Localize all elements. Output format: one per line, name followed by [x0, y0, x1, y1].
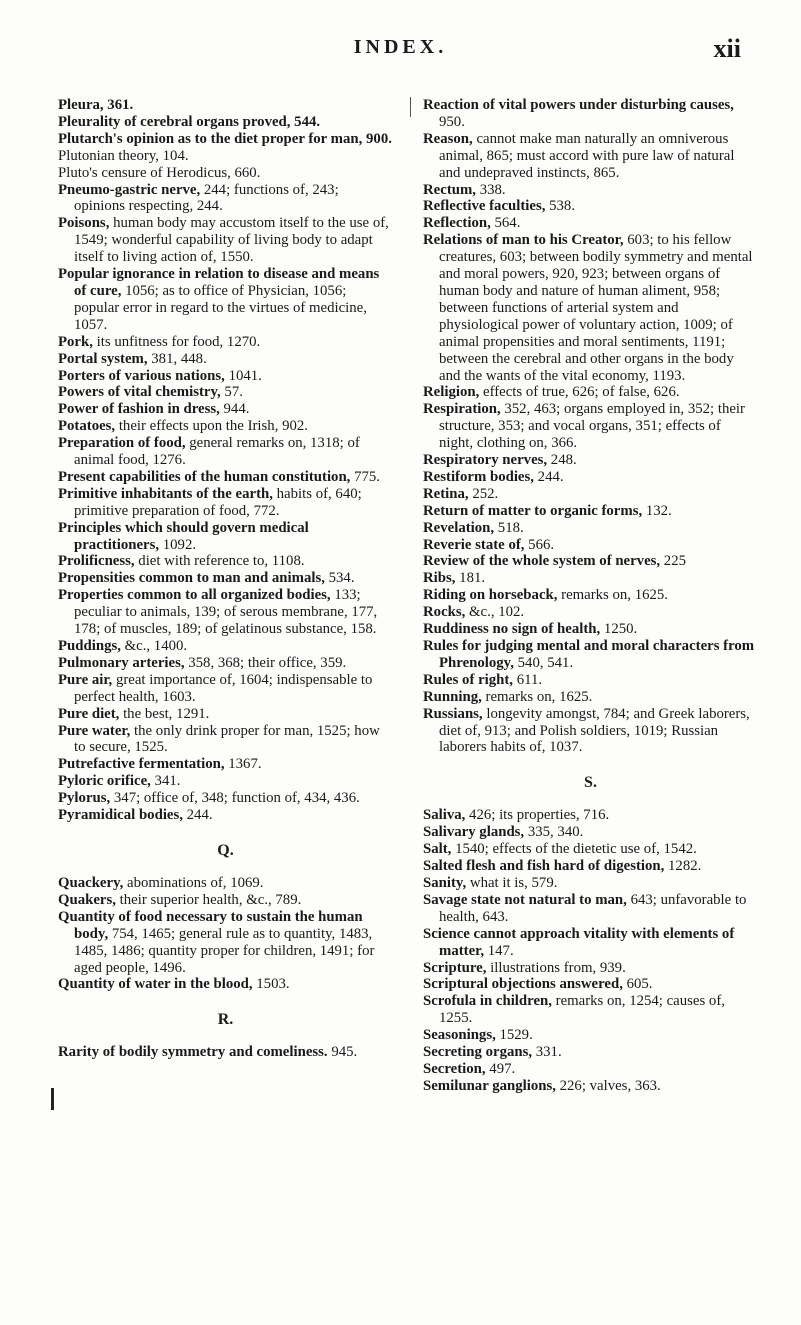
entry-heading: Quantity of food necessary to sustain the human body, — [58, 908, 363, 942]
index-entry — [58, 418, 393, 435]
index-entry — [423, 875, 758, 892]
margin-mark — [51, 1088, 54, 1110]
entry-heading: Religion, — [423, 384, 480, 401]
entry-references: 331. — [532, 1044, 562, 1061]
index-entry — [423, 537, 758, 554]
entry-references: 1250. — [600, 621, 638, 638]
index-entry — [423, 469, 758, 486]
index-entry — [58, 807, 393, 824]
index-entry — [423, 892, 758, 926]
index-entry — [58, 1044, 393, 1061]
entry-heading: Scriptural objections answered, — [423, 976, 623, 993]
entry-references: the only drink proper for man, 1525; how to secure, 1525. — [74, 722, 380, 756]
entry-references: 603; to his fellow creatures, 603; between bodily symmetry and mental and moral powers, 920, 923; between organs of human body and nature of human aliment, 958; between functions of arterial system and physiological power of voluntary action, 1009; of animal propensities and moral sentiments, 1191; between the cerebral and other organs in the body and the wants of the vital economy, 1193. — [439, 232, 753, 384]
entry-references: 1282. — [664, 858, 702, 875]
entry-references: 226; valves, 363. — [555, 1077, 661, 1094]
index-entry — [423, 638, 758, 672]
index-entry — [423, 570, 758, 587]
entry-references: 1056; as to office of Physician, 1056; popular error in regard to the virtues of medicine, 1057. — [74, 282, 367, 333]
page-number: xii — [713, 34, 741, 63]
entry-references: the best, 1291. — [119, 705, 210, 722]
entry-references: abominations of, 1069. — [123, 874, 264, 891]
entry-heading: Pure water, — [58, 722, 131, 739]
entry-references: &c., 1400. — [120, 638, 188, 654]
entry-heading: Pure diet, — [58, 705, 120, 722]
index-entry — [58, 773, 393, 790]
entry-heading: Putrefactive fermentation, — [58, 756, 225, 773]
index-entry — [58, 723, 393, 757]
entry-references: 341. — [150, 773, 181, 790]
entry-heading: Quantity of water in the blood, — [58, 976, 253, 993]
entry-heading: Puddings, — [58, 638, 121, 654]
entry-references: 566. — [524, 536, 555, 553]
entry-references: 181. — [455, 570, 486, 587]
index-entry — [58, 486, 393, 520]
index-entry — [423, 452, 758, 469]
index-entry — [423, 604, 758, 621]
entry-heading: Salivary glands, — [423, 824, 525, 841]
entry-references: 1041. — [224, 367, 262, 384]
entry-references: 132. — [642, 502, 672, 519]
entry-heading: Secreting organs, — [423, 1044, 533, 1061]
entry-heading: Restiform bodies, — [423, 468, 534, 485]
entry-heading: Potatoes, — [58, 418, 116, 435]
entry-heading: Reflection, — [423, 215, 491, 232]
entry-references: their superior health, &c., 789. — [115, 891, 302, 908]
entry-references: 538. — [545, 198, 576, 215]
entry-references: 426; its properties, 716. — [465, 807, 610, 824]
entry-heading: Porters of various nations, — [58, 367, 225, 384]
entry-heading: Prolificness, — [58, 553, 135, 570]
entry-references: effects of true, 626; of false, 626. — [479, 384, 680, 401]
entry-references: 605. — [622, 976, 653, 993]
entry-references: 244. — [182, 807, 213, 824]
entry-heading: Properties common to all organized bodies, — [58, 587, 331, 604]
entry-references: 1529. — [495, 1027, 533, 1044]
entry-heading: Quackery, — [58, 874, 124, 891]
index-entry — [423, 1078, 758, 1095]
index-entry — [423, 841, 758, 858]
entry-heading: Riding on horseback, — [423, 587, 558, 604]
index-entry — [58, 384, 393, 401]
entry-heading: Science cannot approach vitality with elements of matter, — [423, 925, 735, 959]
entry-heading: Review of the whole system of nerves, — [423, 553, 661, 570]
index-entry — [58, 790, 393, 807]
index-entry — [58, 587, 393, 638]
entry-heading: Pork, — [58, 333, 93, 350]
index-entry — [423, 182, 758, 199]
index-entry — [58, 148, 393, 165]
index-entry — [58, 469, 393, 486]
entry-references: 564. — [490, 215, 521, 232]
index-entry — [58, 182, 393, 216]
index-entry — [423, 807, 758, 824]
index-entry — [58, 165, 393, 182]
entry-heading: Popular ignorance in relation to disease and means of cure, — [58, 266, 380, 299]
entry-heading: Rocks, — [423, 604, 466, 621]
entry-references: 244; functions of, 243; opinions respecting, 244. — [74, 181, 339, 215]
entry-heading: Retina, — [423, 485, 469, 502]
entry-heading: Pulmonary arteries, — [58, 654, 185, 671]
index-entry — [58, 672, 393, 706]
index-entry — [58, 655, 393, 672]
entry-heading: Saliva, — [423, 807, 466, 824]
entry-heading: Semilunar ganglions, — [423, 1077, 556, 1094]
entry-heading: Pleurality of cerebral organs proved, 544. — [58, 113, 321, 130]
index-entry — [58, 756, 393, 773]
entry-references: 358, 368; their office, 359. — [184, 654, 347, 671]
entry-references: remarks on, 1625. — [481, 688, 593, 705]
index-entry — [423, 960, 758, 977]
entry-heading: Salted flesh and fish hard of digestion, — [423, 858, 665, 875]
entry-references: 950. — [439, 113, 465, 130]
index-entry — [423, 553, 758, 570]
entry-heading: Powers of vital chemistry, — [58, 384, 221, 401]
index-entry — [58, 215, 393, 266]
index-entry — [58, 435, 393, 469]
entry-heading: Rarity of bodily symmetry and comeliness. — [58, 1044, 328, 1061]
entry-references: 225 — [660, 553, 687, 570]
entry-references: &c., 102. — [465, 604, 525, 621]
index-entry — [423, 401, 758, 452]
running-head — [60, 34, 741, 74]
entry-references: 518. — [494, 519, 524, 536]
entry-heading: Pneumo-gastric nerve, — [58, 181, 201, 198]
index-entry — [58, 266, 393, 334]
entry-heading: Ruddiness no sign of health, — [423, 621, 601, 638]
entry-references: habits of, 640; primitive preparation of food, 772. — [74, 485, 362, 519]
entry-heading: Revelation, — [423, 519, 495, 536]
entry-references: 352, 463; organs employed in, 352; their structure, 353; and vocal organs, 351; effects of night, clothing on, 366. — [439, 401, 745, 452]
index-entry — [58, 909, 393, 977]
entry-references: 252. — [468, 485, 499, 502]
index-entry — [423, 97, 758, 131]
entry-heading: Reason, — [423, 130, 473, 147]
index-entry — [58, 892, 393, 909]
right-column — [423, 97, 758, 1095]
entry-heading: Portal system, — [58, 350, 148, 367]
entry-heading: Pylorus, — [58, 790, 111, 807]
entry-heading: Scripture, — [423, 959, 487, 976]
entry-heading: Ribs, — [423, 570, 456, 587]
index-entry — [58, 570, 393, 587]
entry-references: 534. — [324, 570, 355, 587]
entry-heading: Rules of right, — [423, 671, 514, 688]
entry-references: general remarks on, 1318; of animal food, 1276. — [74, 435, 360, 469]
entry-references: longevity amongst, 784; and Greek laborers, diet of, 913; and Polish soldiers, 1019; Russian laborers habits of, 1037. — [439, 705, 750, 756]
entry-heading: Plutonian theory, 104. — [58, 147, 189, 164]
entry-references: its unfitness for food, 1270. — [92, 333, 261, 350]
entry-heading: Sanity, — [423, 874, 467, 891]
entry-heading: Seasonings, — [423, 1027, 496, 1044]
index-entry — [58, 875, 393, 892]
index-entry — [423, 926, 758, 960]
entry-references: cannot make man naturally an omniverous animal, 865; must accord with pure law of natural and undepraved instincts, 865. — [439, 130, 735, 181]
index-entry — [423, 689, 758, 706]
entry-references: 643; unfavorable to health, 643. — [439, 891, 747, 925]
index-entry — [423, 706, 758, 757]
index-entry — [58, 334, 393, 351]
entry-heading: Poisons, — [58, 215, 110, 232]
entry-heading: Reaction of vital powers under disturbing causes, — [423, 97, 734, 113]
index-entry — [423, 976, 758, 993]
entry-references: 611. — [513, 671, 543, 688]
entry-heading: Relations of man to his Creator, — [423, 232, 624, 249]
entry-references: 945. — [327, 1044, 358, 1061]
entry-references: 1367. — [224, 756, 262, 773]
index-entry — [423, 1061, 758, 1078]
entry-references: their effects upon the Irish, 902. — [115, 418, 308, 435]
entry-heading: Respiratory nerves, — [423, 452, 548, 469]
index-entry — [58, 553, 393, 570]
index-entry — [423, 858, 758, 875]
entry-references: 248. — [547, 452, 577, 469]
entry-references: 540, 541. — [513, 654, 574, 671]
entry-heading: Reflective faculties, — [423, 198, 546, 215]
entry-heading: Salt, — [423, 841, 452, 858]
index-entry — [423, 1044, 758, 1061]
index-entry — [423, 503, 758, 520]
section-letter: Q. — [217, 841, 234, 859]
index-entry — [58, 368, 393, 385]
entry-heading: Principles which should govern medical practitioners, — [58, 519, 309, 553]
entry-references: 1540; effects of the dietetic use of, 1542. — [451, 841, 697, 858]
index-entry — [58, 401, 393, 418]
index-entry — [423, 486, 758, 503]
index-entry — [423, 131, 758, 182]
entry-heading: Reverie state of, — [423, 536, 525, 553]
entry-references: 1503. — [252, 976, 290, 993]
index-entry — [423, 993, 758, 1027]
entry-heading: Scrofula in children, — [423, 993, 552, 1010]
entry-references: illustrations from, 939. — [486, 959, 626, 976]
index-entry — [58, 351, 393, 368]
page-title: INDEX. — [353, 36, 448, 58]
entry-heading: Rules for judging mental and moral characters from Phrenology, — [423, 638, 755, 671]
entry-heading: Pyramidical bodies, — [58, 807, 183, 824]
index-entry — [423, 215, 758, 232]
entry-heading: Quakers, — [58, 891, 116, 908]
index-entry — [423, 621, 758, 638]
index-entry — [58, 114, 393, 131]
entry-heading: Pleura, 361. — [58, 97, 134, 113]
index-entry — [423, 587, 758, 604]
entry-heading: Return of matter to organic forms, — [423, 502, 643, 519]
entry-references: 1092. — [159, 536, 197, 553]
entry-references: 754, 1465; general rule as to quantity, 1483, 1485, 1486; quantity proper for children, 1491; for aged people, 1496. — [74, 925, 375, 976]
entry-references: 147. — [484, 942, 514, 959]
entry-references: great importance of, 1604; indispensable to perfect health, 1603. — [74, 671, 373, 705]
index-entry — [58, 638, 393, 655]
entry-references: what it is, 579. — [466, 874, 558, 891]
section-letter: R. — [217, 1011, 234, 1029]
entry-references: 335, 340. — [524, 824, 584, 841]
index-entry — [58, 131, 393, 148]
entry-heading: Pluto's censure of Herodicus, 660. — [58, 164, 261, 181]
index-entry — [423, 672, 758, 689]
entry-references: diet with reference to, 1108. — [134, 553, 305, 570]
entry-references: 338. — [476, 181, 506, 198]
entry-references: 381, 448. — [147, 350, 207, 367]
entry-references: 133; peculiar to animals, 139; of serous membrane, 177, 178; of muscles, 189; of gelatinous substance, 158. — [74, 587, 378, 638]
entry-references: 244. — [533, 468, 564, 485]
entry-references: 57. — [220, 384, 243, 401]
index-entry — [423, 384, 758, 401]
entry-heading: Respiration, — [423, 401, 501, 418]
entry-references: human body may accustom itself to the use of, 1549; wonderful capability of living body to adapt itself to living action of, 1550. — [74, 215, 389, 266]
entry-references: remarks on, 1625. — [557, 587, 668, 604]
entry-heading: Pure air, — [58, 671, 113, 688]
entry-references: 944. — [219, 401, 250, 418]
index-entry — [58, 97, 393, 114]
index-entry — [423, 198, 758, 215]
entry-references: 347; office of, 348; function of, 434, 436. — [110, 790, 360, 807]
entry-heading: Rectum, — [423, 181, 477, 198]
left-column — [58, 97, 393, 1061]
entry-heading: Propensities common to man and animals, — [58, 570, 325, 587]
entry-heading: Pyloric orifice, — [58, 773, 151, 790]
entry-heading: Power of fashion in dress, — [58, 401, 220, 418]
entry-references: remarks on, 1254; causes of, 1255. — [439, 993, 725, 1027]
entry-heading: Secretion, — [423, 1060, 486, 1077]
index-entry — [423, 824, 758, 841]
entry-heading: Plutarch's opinion as to the diet proper for man, 900. — [58, 130, 392, 147]
index-entry — [423, 1027, 758, 1044]
entry-heading: Running, — [423, 688, 482, 705]
entry-references: 775. — [350, 468, 380, 485]
index-entry — [423, 520, 758, 537]
column-rule — [410, 97, 411, 117]
entry-heading: Preparation of food, — [58, 435, 186, 452]
entry-heading: Savage state not natural to man, — [423, 891, 627, 908]
index-entry — [423, 232, 758, 384]
entry-references: 497. — [485, 1060, 516, 1077]
index-entry — [58, 706, 393, 723]
section-letter: S. — [584, 774, 597, 792]
entry-heading: Russians, — [423, 705, 483, 722]
index-entry — [58, 520, 393, 554]
entry-heading: Primitive inhabitants of the earth, — [58, 485, 273, 502]
entry-heading: Present capabilities of the human constitution, — [58, 468, 351, 485]
index-entry — [58, 976, 393, 993]
